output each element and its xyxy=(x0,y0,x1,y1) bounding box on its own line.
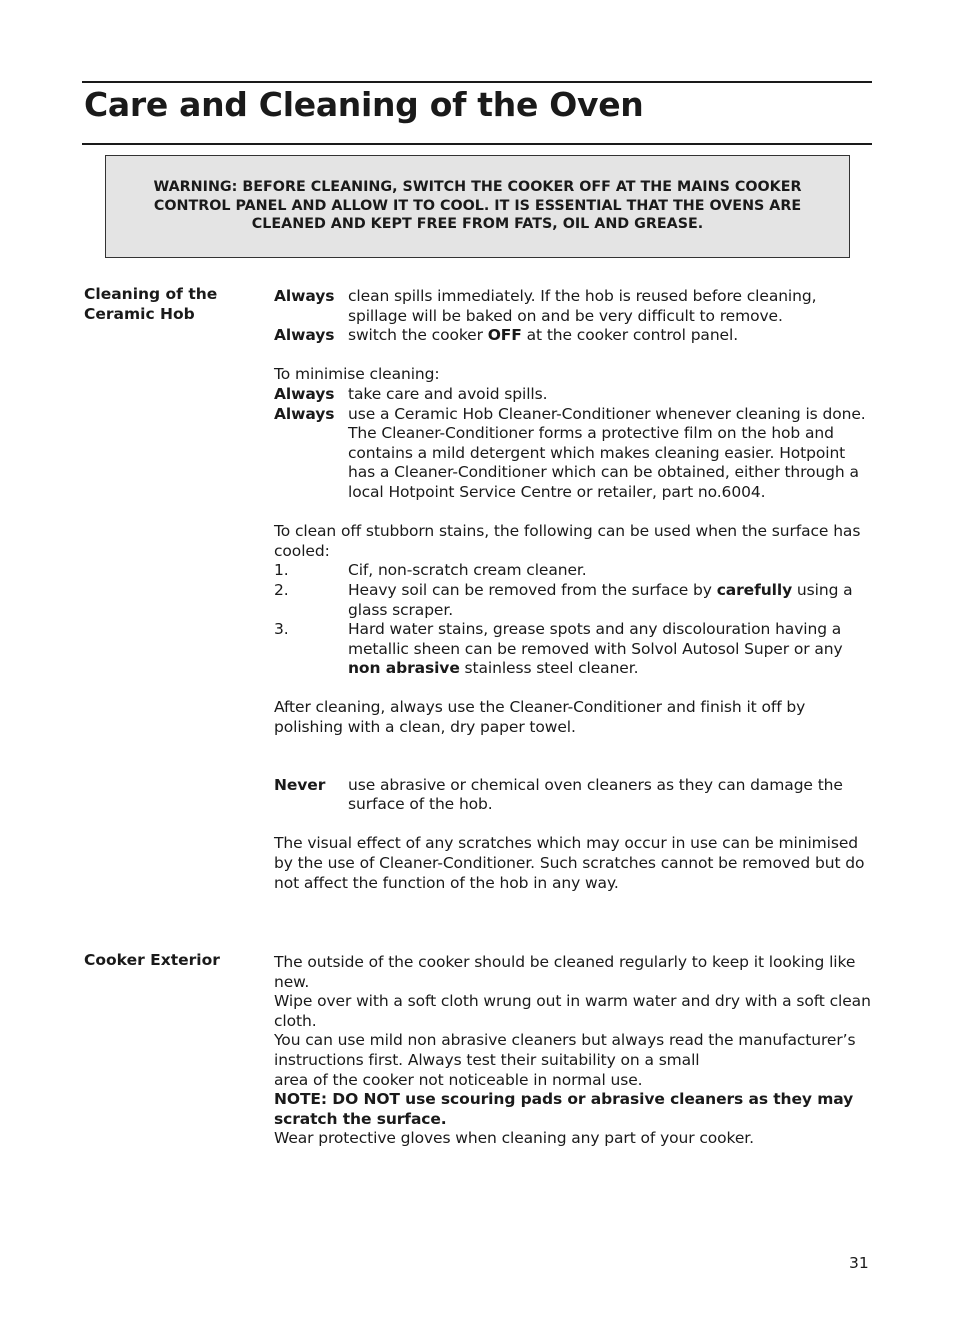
always-label: Always xyxy=(274,404,335,423)
exterior-paragraph: You can use mild non abrasive cleaners but always read the manufacturer’s instructions first. Always test their suitability on a small xyxy=(274,1031,856,1069)
instruction-text: clean spills immediately. If the hob is reused before cleaning, spillage will be baked on and be very difficult to remove. xyxy=(348,287,817,325)
instruction-row xyxy=(274,326,872,346)
list-item xyxy=(274,561,872,581)
exterior-paragraph: Wear protective gloves when cleaning any part of your cooker. xyxy=(274,1129,754,1148)
title-bottom-rule xyxy=(82,143,872,145)
scratches-text: The visual effect of any scratches which may occur in use can be minimised by the use of Cleaner-Conditioner. Such scratches cannot be removed but do not affect the function of the hob in any way. xyxy=(274,834,865,892)
section-body-ceramic-hob xyxy=(274,287,872,893)
section-body-cooker-exterior xyxy=(274,953,872,1149)
never-row xyxy=(274,776,872,815)
instruction-text: use a Ceramic Hob Cleaner-Conditioner whenever cleaning is done. The Cleaner-Conditioner forms a protective film on the hob and contains a mild detergent which makes cleaning easier. Hotpoint has a Cleaner-Conditioner which can be obtained, either through a local Hotpoint Service Centre or retailer, part no.6004. xyxy=(348,404,866,501)
page-title: Care and Cleaning of the Oven xyxy=(84,85,644,124)
never-text: use abrasive or chemical oven cleaners as they can damage the surface of the hob. xyxy=(348,775,843,814)
always-label: Always xyxy=(274,384,335,403)
list-number: 2. xyxy=(274,580,289,599)
always-label: Always xyxy=(274,326,335,345)
warning-box xyxy=(105,155,850,258)
off-emphasis: OFF xyxy=(487,326,522,345)
stains-intro: To clean off stubborn stains, the following can be used when the surface has cooled: xyxy=(274,522,861,560)
instruction-text: take care and avoid spills. xyxy=(348,384,548,403)
list-number: 1. xyxy=(274,561,289,580)
warning-text: WARNING: BEFORE CLEANING, SWITCH THE COOKER OFF AT THE MAINS COOKER CONTROL PANEL AND ALLOW IT TO COOL. IT IS ESSENTIAL THAT THE OVENS ARE CLEANED AND KEPT FREE FROM FATS, OIL AND GREASE. xyxy=(153,179,802,232)
instruction-row xyxy=(274,385,872,405)
instruction-row xyxy=(274,287,872,326)
exterior-paragraph: area of the cooker not noticeable in normal use. xyxy=(274,1070,643,1089)
list-item xyxy=(274,620,872,679)
always-label: Always xyxy=(274,287,335,305)
section-heading-cooker-exterior: Cooker Exterior xyxy=(84,951,220,969)
list-text: Cif, non-scratch cream cleaner. xyxy=(348,561,587,580)
never-label: Never xyxy=(274,775,326,794)
instruction-row xyxy=(274,405,872,503)
list-item xyxy=(274,581,872,620)
list-text: Hard water stains, grease spots and any discolouration having a metallic sheen can be removed with Solvol Autosol Super or any non abrasive stainless steel cleaner. xyxy=(348,620,843,678)
minimise-intro: To minimise cleaning: xyxy=(274,365,440,384)
after-cleaning-text: After cleaning, always use the Cleaner-Conditioner and finish it off by polishing with a clean, dry paper towel. xyxy=(274,698,806,737)
exterior-paragraph: Wipe over with a soft cloth wrung out in warm water and dry with a soft clean cloth. xyxy=(274,992,871,1030)
exterior-note: NOTE: DO NOT use scouring pads or abrasive cleaners as they may scratch the surface. xyxy=(274,1090,854,1128)
section-heading-ceramic-hob: Cleaning of the Ceramic Hob xyxy=(84,285,218,323)
title-top-rule xyxy=(82,81,872,83)
list-number: 3. xyxy=(274,620,289,639)
list-text: Heavy soil can be removed from the surface by carefully using a glass scraper. xyxy=(348,580,853,619)
page-number: 31 xyxy=(849,1254,869,1272)
exterior-paragraph: The outside of the cooker should be cleaned regularly to keep it looking like new. xyxy=(274,953,856,991)
instruction-text: switch the cooker OFF at the cooker control panel. xyxy=(348,326,739,345)
